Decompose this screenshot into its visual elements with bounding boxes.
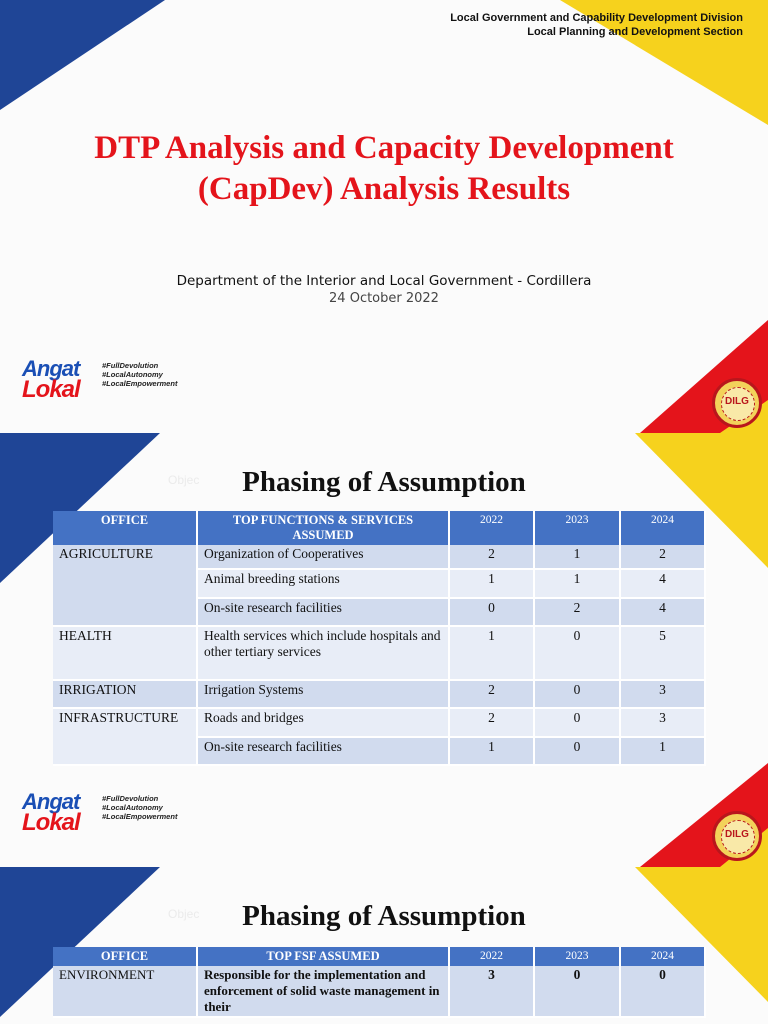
hashtag-local-empowerment: #LocalEmpowerment <box>102 379 178 388</box>
function-cell: On-site research facilities <box>197 737 449 765</box>
value-2023: 0 <box>534 708 620 737</box>
slide-title: Phasing of Assumption <box>242 466 526 498</box>
function-cell: Responsible for the implementation and enforcement of solid waste management in their <box>197 966 449 1017</box>
office-cell: INFRASTRUCTURE <box>53 708 197 765</box>
phasing-slide-1 <box>0 433 768 867</box>
department-name: Department of the Interior and Local Government - Cordillera <box>176 273 592 289</box>
column-header-2023: 2023 <box>534 947 620 966</box>
hashtag-local-autonomy: #LocalAutonomy <box>102 803 163 812</box>
hashtag-full-devolution: #FullDevolution <box>102 794 159 803</box>
value-2022: 2 <box>449 545 534 569</box>
ghost-text: Objec <box>168 473 200 487</box>
column-header-fsf: TOP FSF ASSUMED <box>197 947 449 966</box>
value-2023: 0 <box>534 966 620 1017</box>
column-header-office: OFFICE <box>53 947 197 966</box>
value-2022: 0 <box>449 598 534 626</box>
column-header-2023: 2023 <box>534 511 620 545</box>
logo-angat: Angat <box>22 356 80 381</box>
logo-hashtags <box>102 794 177 821</box>
function-cell: Health services which include hospitals and other tertiary services <box>197 626 449 680</box>
function-cell: Irrigation Systems <box>197 680 449 708</box>
value-2024: 4 <box>620 569 705 598</box>
presentation-title <box>0 128 768 210</box>
value-2023: 0 <box>534 680 620 708</box>
function-cell: Roads and bridges <box>197 708 449 737</box>
table-header-row <box>53 511 705 545</box>
value-2024: 0 <box>620 966 705 1017</box>
value-2022: 1 <box>449 737 534 765</box>
division-header <box>450 11 743 39</box>
column-header-functions: TOP FUNCTIONS & SERVICES ASSUMED <box>197 511 449 545</box>
value-2024: 2 <box>620 545 705 569</box>
value-2023: 2 <box>534 598 620 626</box>
value-2023: 1 <box>534 569 620 598</box>
seal-text: DILG <box>725 396 749 407</box>
title-slide <box>0 0 768 433</box>
function-cell: Organization of Cooperatives <box>197 545 449 569</box>
value-2024: 4 <box>620 598 705 626</box>
office-cell: HEALTH <box>53 626 197 680</box>
division-name: Local Government and Capability Development Division <box>450 12 743 24</box>
title-line-2: (CapDev) Analysis Results <box>197 171 571 207</box>
table-header-row <box>53 947 705 966</box>
value-2022: 1 <box>449 569 534 598</box>
function-cell: Animal breeding stations <box>197 569 449 598</box>
office-cell: AGRICULTURE <box>53 545 197 626</box>
office-cell: IRRIGATION <box>53 680 197 708</box>
dilg-seal-icon <box>712 811 762 861</box>
value-2023: 1 <box>534 545 620 569</box>
column-header-2022: 2022 <box>449 511 534 545</box>
value-2024: 3 <box>620 680 705 708</box>
table-row <box>53 708 705 737</box>
hashtag-local-autonomy: #LocalAutonomy <box>102 370 163 379</box>
table-row <box>53 545 705 569</box>
value-2022: 2 <box>449 680 534 708</box>
column-header-office: OFFICE <box>53 511 197 545</box>
value-2023: 0 <box>534 626 620 680</box>
column-header-2024: 2024 <box>620 511 705 545</box>
hashtag-full-devolution: #FullDevolution <box>102 361 159 370</box>
column-header-2024: 2024 <box>620 947 705 966</box>
column-header-2022: 2022 <box>449 947 534 966</box>
table-row <box>53 626 705 680</box>
presentation-date: 24 October 2022 <box>329 291 439 306</box>
logo-lokal: Lokal <box>22 809 80 836</box>
value-2023: 0 <box>534 737 620 765</box>
seal-text: DILG <box>725 829 749 840</box>
value-2024: 3 <box>620 708 705 737</box>
value-2022: 2 <box>449 708 534 737</box>
fsf-table <box>53 947 706 1018</box>
table-row <box>53 680 705 708</box>
dilg-seal-icon <box>712 378 762 428</box>
value-2022: 1 <box>449 626 534 680</box>
phasing-table <box>53 511 706 766</box>
logo-angat: Angat <box>22 789 80 814</box>
title-line-1: DTP Analysis and Capacity Development <box>94 130 674 166</box>
hashtag-local-empowerment: #LocalEmpowerment <box>102 812 178 821</box>
table-row <box>53 966 705 1017</box>
logo-hashtags <box>102 361 177 388</box>
phasing-slide-2 <box>0 867 768 1024</box>
ghost-text: Objec <box>168 907 200 921</box>
slide-title: Phasing of Assumption <box>242 900 526 932</box>
value-2024: 5 <box>620 626 705 680</box>
logo-lokal: Lokal <box>22 376 80 403</box>
section-name: Local Planning and Development Section <box>527 26 743 38</box>
function-cell: On-site research facilities <box>197 598 449 626</box>
office-cell: ENVIRONMENT <box>53 966 197 1017</box>
value-2024: 1 <box>620 737 705 765</box>
value-2022: 3 <box>449 966 534 1017</box>
